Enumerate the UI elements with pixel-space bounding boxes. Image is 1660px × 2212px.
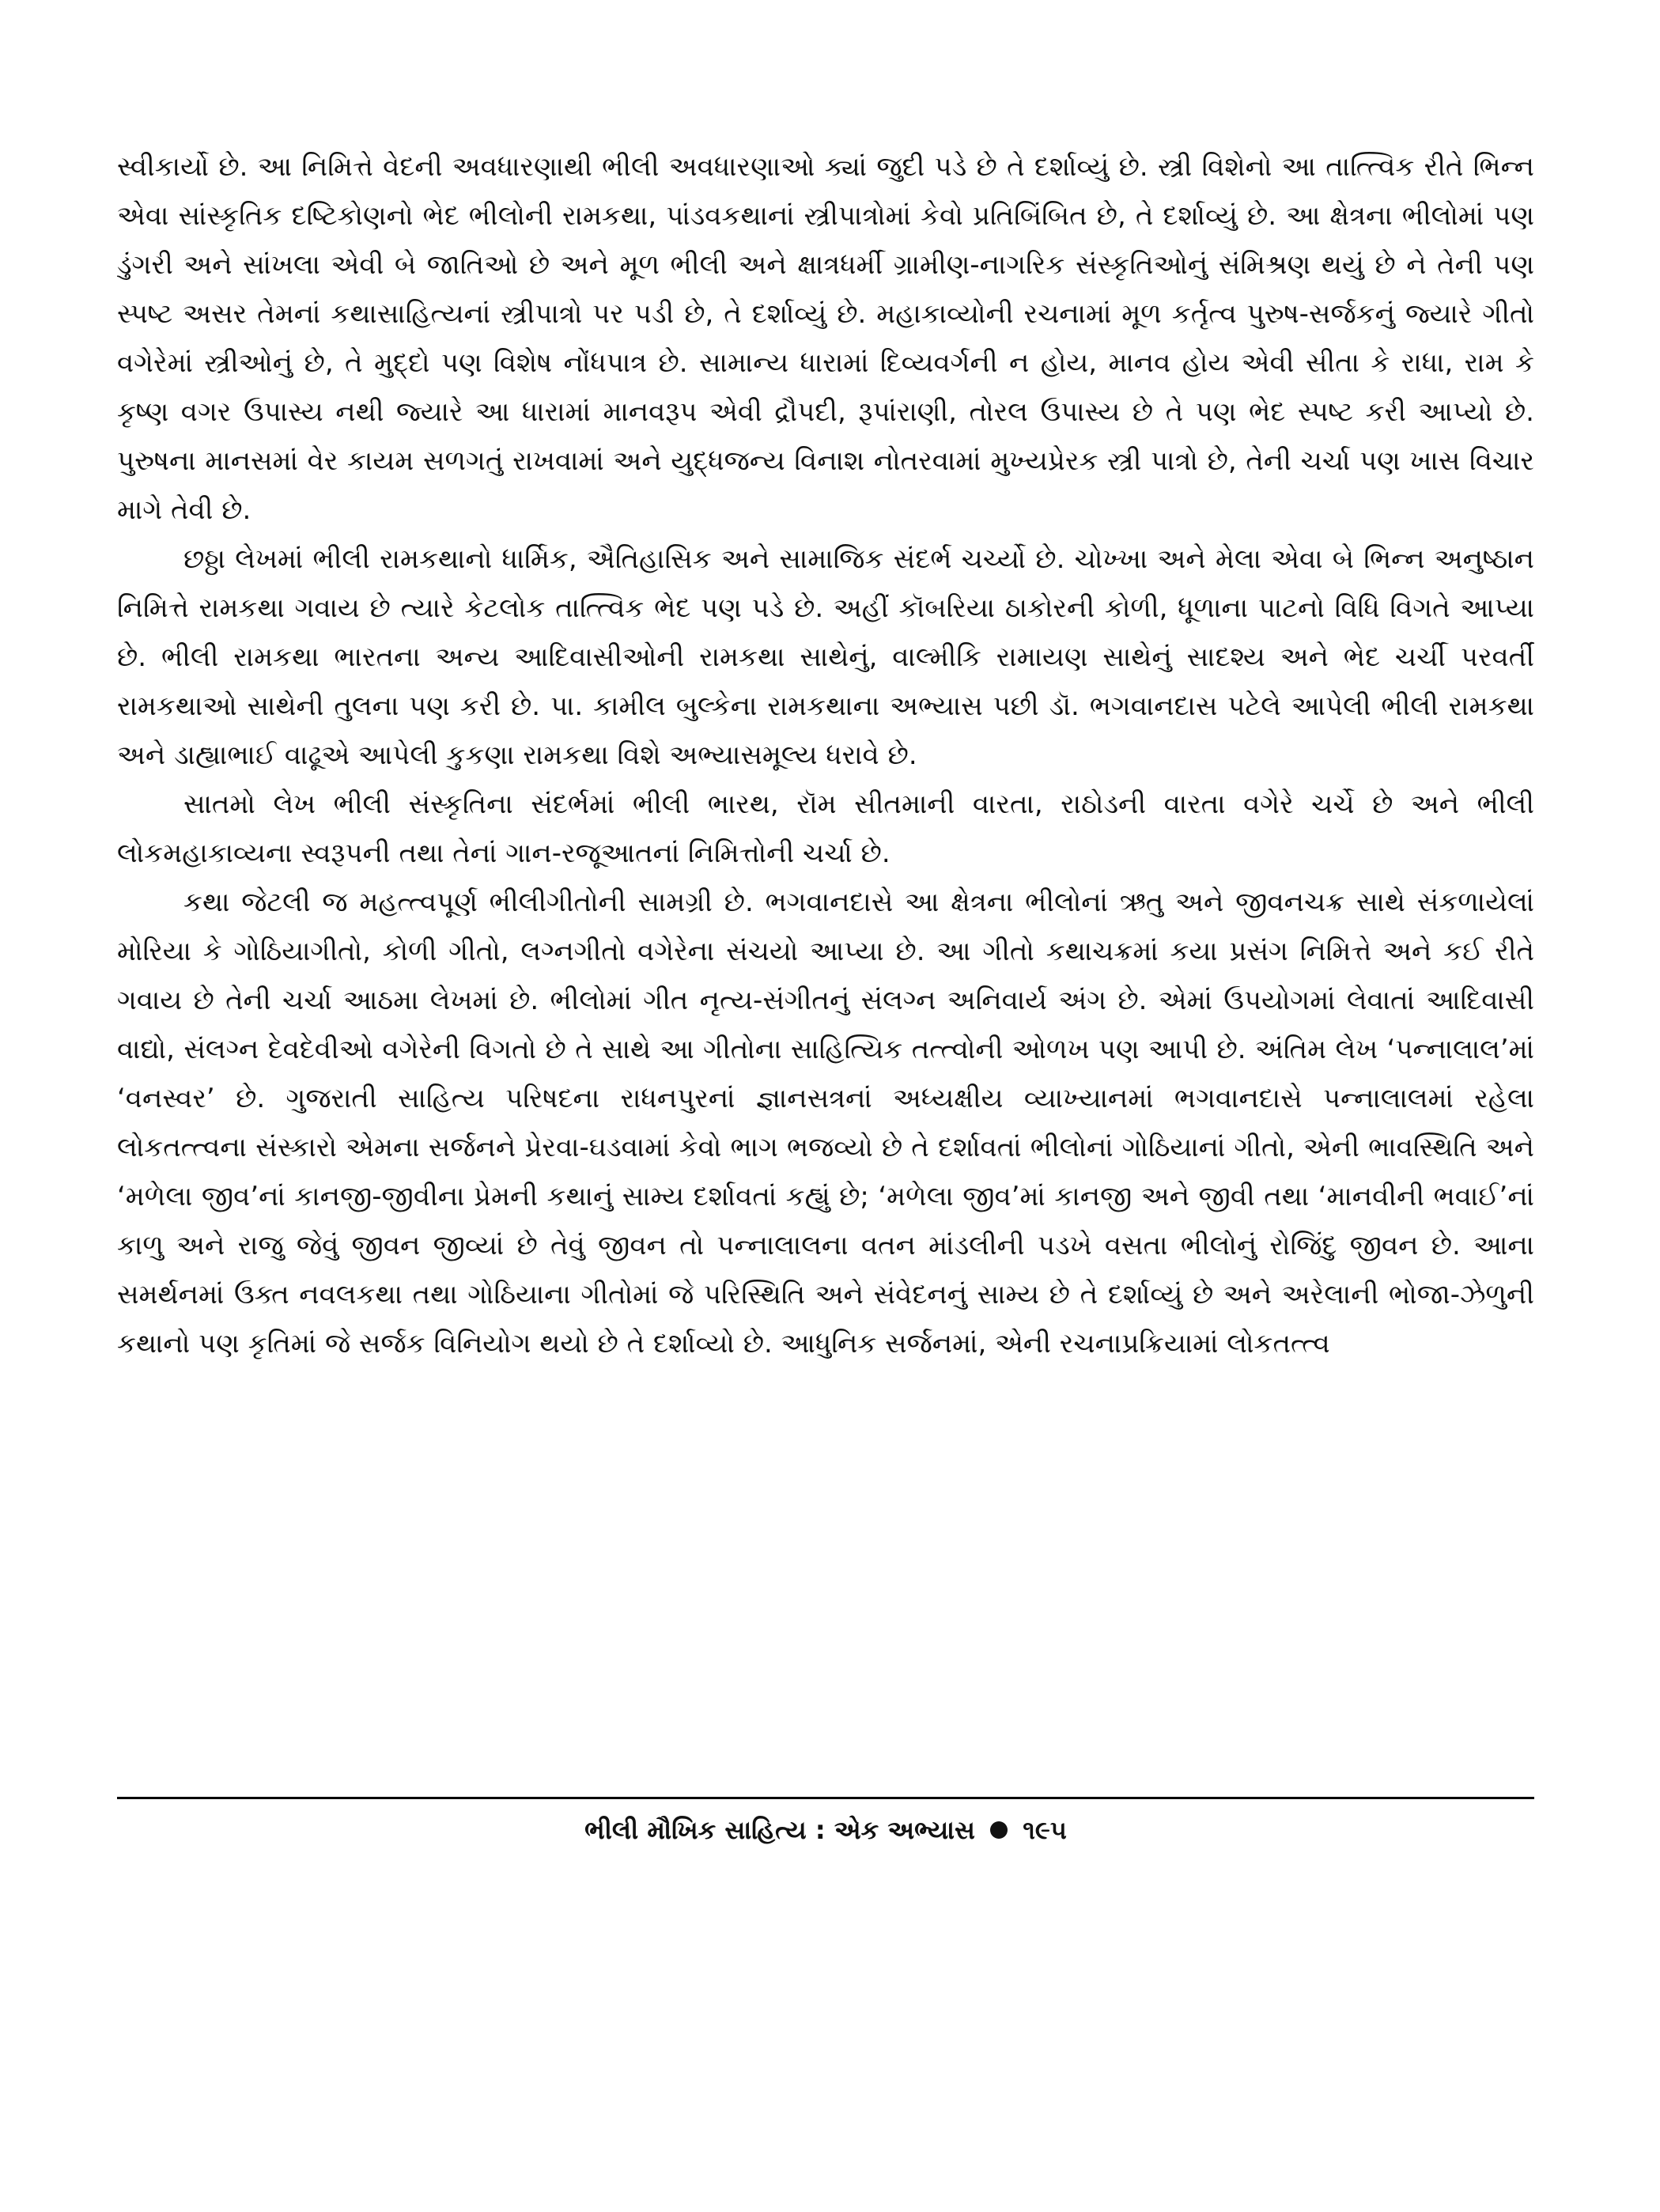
- body-text: [117, 142, 1534, 1779]
- paragraph-seventh-essay: સાતમો લેખ ભીલી સંસ્કૃતિના સંદર્ભમાં ભીલી ભારથ, રૉમ સીતમાની વારતા, રાઠોડની વારતા વગેરે ચર્ચે છે અને ભીલી લોકમહાકાવ્યના સ્વરૂપની તથા તેનાં ગાન-રજૂઆતનાં નિમિત્તોની ચર્ચા છે.: [117, 788, 1534, 869]
- paragraph-continuation: સ્વીકાર્યો છે. આ નિમિત્તે વેદની અવધારણાથી ભીલી અવધારણાઓ ક્યાં જુદી પડે છે તે દર્શાવ્યું છે. સ્ત્રી વિશેનો આ તાત્ત્વિક રીતે ભિન્ન એવા સાંસ્કૃતિક દષ્ટિકોણનો ભેદ ભીલોની રામકથા, પાંડવકથાનાં સ્ત્રીપાત્રોમાં કેવો પ્રતિબિંબિત છે, તે દર્શાવ્યું છે. આ ક્ષેત્રના ભીલોમાં પણ ડુંગરી અને સાંખલા એવી બે જાતિઓ છે અને મૂળ ભીલી અને ક્ષાત્રધર્મી ગ્રામીણ-નાગરિક સંસ્કૃતિઓનું સંમિશ્રણ થયું છે ને તેની પણ સ્પષ્ટ અસર તેમનાં કથાસાહિત્યનાં સ્ત્રીપાત્રો પર પડી છે, તે દર્શાવ્યું છે. મહાકાવ્યોની રચનામાં મૂળ કર્તૃત્વ પુરુષ-સર્જકનું જ્યારે ગીતો વગેરેમાં સ્ત્રીઓનું છે, તે મુદ્દો પણ વિશેષ નોંધપાત્ર છે. સામાન્ય ધારામાં દિવ્યવર્ગની ન હોય, માનવ હોય એવી સીતા કે રાધા, રામ કે કૃષ્ણ વગર ઉપાસ્ય નથી જ્યારે આ ધારામાં માનવરૂપ એવી દ્રૌપદી, રૂપાંરાણી, તોરલ ઉપાસ્ય છે તે પણ ભેદ સ્પષ્ટ કરી આપ્યો છે. પુરુષના માનસમાં વેર કાયમ સળગતું રાખવામાં અને યુદ્ધજન્ય વિનાશ નોતરવામાં મુખ્યપ્રેરક સ્ત્રી પાત્રો છે, તેની ચર્ચા પણ ખાસ વિચાર માગે તેવી છે.: [117, 151, 1534, 526]
- bullet-icon: [990, 1821, 1008, 1839]
- page-footer: [117, 1813, 1534, 1847]
- page-number: ૧૯૫: [1023, 1815, 1067, 1845]
- footer-book-title: ભીલી મૌખિક સાહિત્ય : એક અભ્યાસ: [584, 1815, 975, 1845]
- paragraph-sixth-essay: છઠ્ઠા લેખમાં ભીલી રામકથાનો ધાર્મિક, ઐતિહાસિક અને સામાજિક સંદર્ભ ચર્ચ્યો છે. ચોખ્ખા અને મેલા એવા બે ભિન્ન અનુષ્ઠાન નિમિત્તે રામકથા ગવાય છે ત્યારે કેટલોક તાત્ત્વિક ભેદ પણ પડે છે. અહીં કૉબરિયા ઠાકોરની કોળી, ધૂળાના પાટનો વિધિ વિગતે આપ્યા છે. ભીલી રામકથા ભારતના અન્ય આદિવાસીઓની રામકથા સાથેનું, વાલ્મીકિ રામાયણ સાથેનું સાદશ્ય અને ભેદ ચર્ચી પરવર્તી રામકથાઓ સાથેની તુલના પણ કરી છે. પા. કામીલ બુલ્કેના રામકથાના અભ્યાસ પછી ડૉ. ભગવાનદાસ પટેલે આપેલી ભીલી રામકથા અને ડાહ્યાભાઈ વાઢૂએ આપેલી કુકણા રામકથા વિશે અભ્યાસમૂલ્ય ધરાવે છે.: [117, 543, 1534, 771]
- paragraph-songs: કથા જેટલી જ મહત્ત્વપૂર્ણ ભીલીગીતોની સામગ્રી છે. ભગવાનદાસે આ ક્ષેત્રના ભીલોનાં ઋતુ અને જીવનચક્ર સાથે સંકળાયેલાં મોરિયા કે ગોઠિયાગીતો, કોળી ગીતો, લગ્નગીતો વગેરેના સંચયો આપ્યા છે. આ ગીતો કથાચક્રમાં કયા પ્રસંગ નિમિત્તે અને કઈ રીતે ગવાય છે તેની ચર્ચા આઠમા લેખમાં છે. ભીલોમાં ગીત નૃત્ય-સંગીતનું સંલગ્ન અનિવાર્ય અંગ છે. એમાં ઉપયોગમાં લેવાતાં આદિવાસી વાદ્યો, સંલગ્ન દેવદેવીઓ વગેરેની વિગતો છે તે સાથે આ ગીતોના સાહિત્યિક તત્ત્વોની ઓળખ પણ આપી છે. અંતિમ લેખ ‘પન્નાલાલ’માં ‘વનસ્વર’ છે. ગુજરાતી સાહિત્ય પરિષદના રાધનપુરનાં જ્ઞાનસત્રનાં અધ્યક્ષીય વ્યાખ્યાનમાં ભગવાનદાસે પન્નાલાલમાં રહેલા લોકતત્ત્વના સંસ્કારો એમના સર્જનને પ્રેરવા-ઘડવામાં કેવો ભાગ ભજવ્યો છે તે દર્શાવતાં ભીલોનાં ગોઠિયાનાં ગીતો, એની ભાવસ્થિતિ અને ‘મળેલા જીવ’નાં કાનજી-જીવીના પ્રેમની કથાનું સામ્ય દર્શાવતાં કહ્યું છે; ‘મળેલા જીવ’માં કાનજી અને જીવી તથા ‘માનવીની ભવાઈ’નાં કાળુ અને રાજુ જેવું જીવન જીવ્યાં છે તેવું જીવન તો પન્નાલાલના વતન માંડલીની પડખે વસતા ભીલોનું રોજિંદુ જીવન છે. આના સમર્થનમાં ઉક્ત નવલકથા તથા ગોઠિયાના ગીતોમાં જે પરિસ્થિતિ અને સંવેદનનું સામ્ય છે તે દર્શાવ્યું છે અને અરેલાની ભોજા-ઝેળુની કથાનો પણ કૃતિમાં જે સર્જક વિનિયોગ થયો છે તે દર્શાવ્યો છે. આધુનિક સર્જનમાં, એની રચનાપ્રક્રિયામાં લોકતત્ત્વ: [117, 887, 1534, 1359]
- footer-divider: [117, 1797, 1534, 1799]
